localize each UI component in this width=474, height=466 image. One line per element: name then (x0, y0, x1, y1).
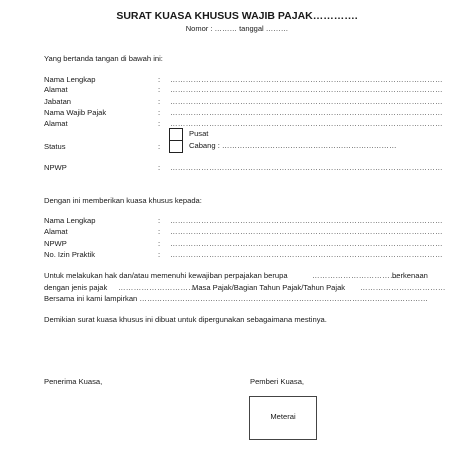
field-label: Nama Wajib Pajak (44, 108, 107, 117)
field-colon: : (158, 239, 161, 248)
paragraph-line-1-blank[interactable]: …………………………… (312, 271, 398, 280)
field-colon: : (158, 119, 161, 128)
field-colon: : (158, 75, 161, 84)
grantor-intro: Yang bertanda tangan di bawah ini: (44, 54, 163, 63)
field-label: Jabatan (44, 97, 72, 106)
field-dotted-blank[interactable]: …………………………………………………………………………………………… (170, 108, 443, 117)
field-label: Alamat (44, 85, 68, 94)
paragraph-line-2-period-blank[interactable]: …………………………… (360, 283, 446, 292)
attachment-line: Bersama ini kami lampirkan …………………………………………………………………………………………………… (44, 294, 428, 303)
field-dotted-blank[interactable]: …………………………………………………………………………………………… (170, 250, 443, 259)
field-colon: : (158, 97, 161, 106)
status-colon: : (158, 142, 161, 151)
field-colon: : (158, 250, 161, 259)
field-dotted-blank[interactable]: …………………………………………………………………………………………… (170, 216, 443, 225)
receiver-signature-label: Penerima Kuasa, (44, 377, 103, 386)
closing-statement: Demikian surat kuasa khusus ini dibuat untuk dipergunakan sebagaimana mestinya. (44, 315, 327, 324)
grantee-intro: Dengan ini memberikan kuasa khusus kepada: (44, 196, 202, 205)
paragraph-line-1-end: berkenaan (392, 271, 428, 280)
field-dotted-blank[interactable]: …………………………………………………………………………………………… (170, 119, 443, 128)
stamp-duty-box (249, 396, 317, 440)
field-label: Alamat (44, 119, 68, 128)
paragraph-line-2-blank[interactable]: ………………………… (118, 283, 196, 292)
field-colon: : (158, 85, 161, 94)
paragraph-line-2-text: dengan jenis pajak (44, 283, 108, 292)
field-label: NPWP (44, 239, 67, 248)
field-label: No. Izin Praktik (44, 250, 96, 259)
paragraph-line-2-period-text: Masa Pajak/Bagian Tahun Pajak/Tahun Pajak (192, 283, 346, 292)
field-colon: : (158, 108, 161, 117)
npwp-label: NPWP (44, 163, 67, 172)
document-title: SURAT KUASA KHUSUS WAJIB PAJAK…………. (116, 10, 358, 22)
field-colon: : (158, 227, 161, 236)
field-colon: : (158, 216, 161, 225)
npwp-colon: : (158, 163, 161, 172)
status-label: Status (44, 142, 66, 151)
field-dotted-blank[interactable]: …………………………………………………………………………………………… (170, 227, 443, 236)
status-cabang-checkbox[interactable] (169, 140, 183, 153)
document-number-date: Nomor : ……… tanggal ……… (185, 24, 289, 33)
field-label: Nama Lengkap (44, 75, 96, 84)
field-dotted-blank[interactable]: …………………………………………………………………………………………… (170, 239, 443, 248)
status-pusat-label: Pusat (189, 129, 209, 138)
field-dotted-blank[interactable]: …………………………………………………………………………………………… (170, 75, 443, 84)
paragraph-line-1-text: Untuk melakukan hak dan/atau memenuhi kewajiban perpajakan berupa (44, 271, 288, 280)
status-cabang-label: Cabang : …………………………………………………………… (189, 141, 397, 150)
stamp-duty-label: Meterai (270, 412, 296, 421)
field-dotted-blank[interactable]: …………………………………………………………………………………………… (170, 97, 443, 106)
field-label: Nama Lengkap (44, 216, 96, 225)
field-dotted-blank[interactable]: …………………………………………………………………………………………… (170, 85, 443, 94)
npwp-dotted-blank[interactable]: …………………………………………………………………………………………… (170, 163, 443, 172)
giver-signature-label: Pemberi Kuasa, (250, 377, 305, 386)
field-label: Alamat (44, 227, 68, 236)
